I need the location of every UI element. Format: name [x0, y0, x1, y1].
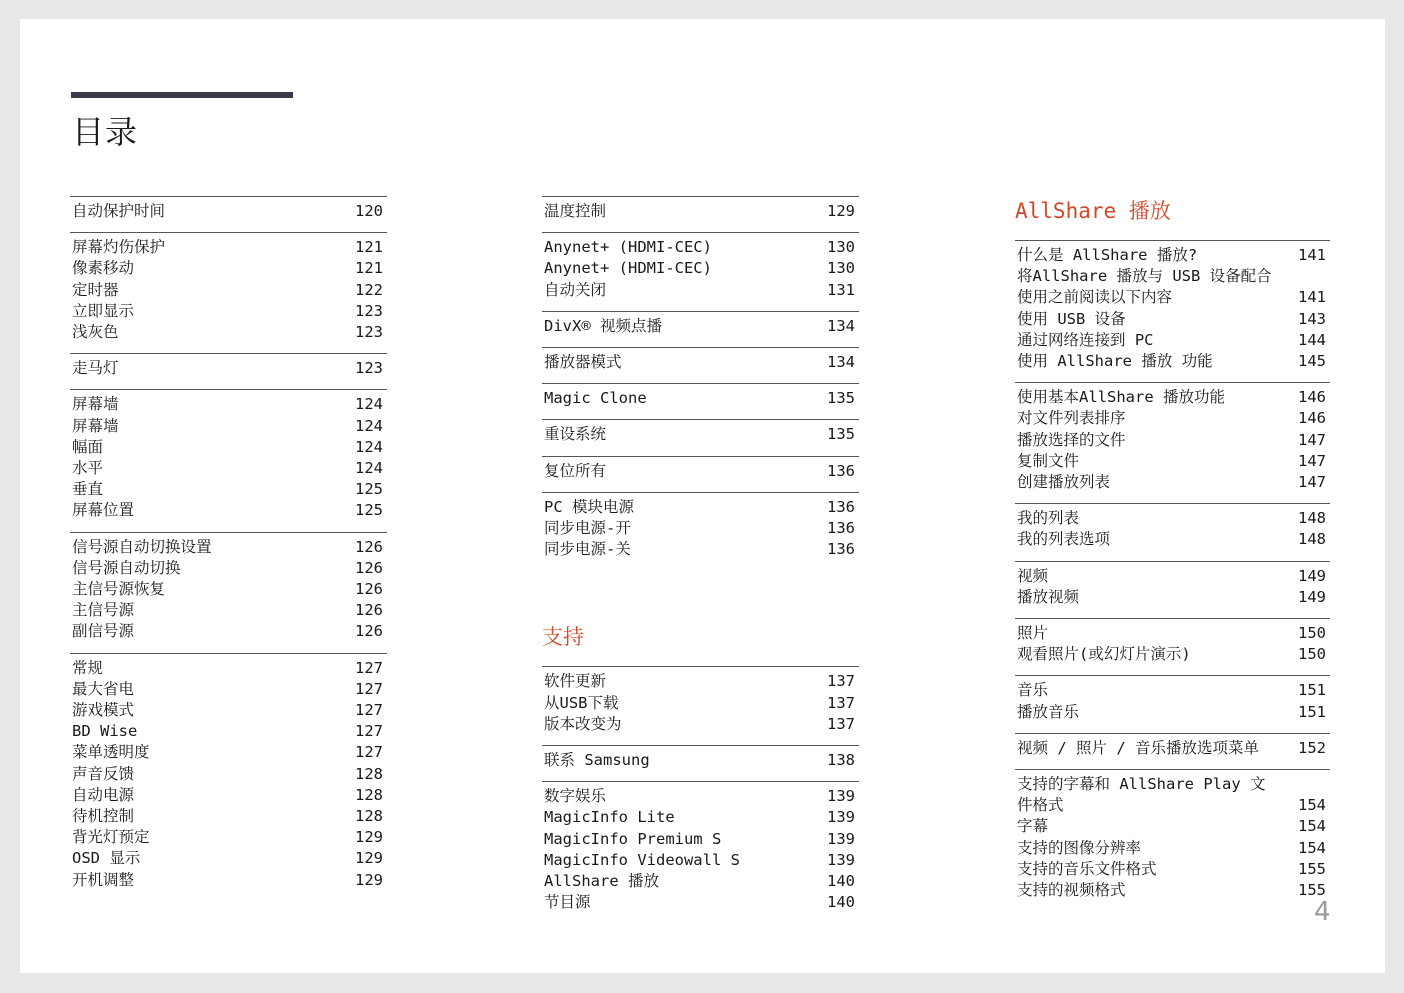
toc-entry-label: 定时器 [72, 280, 119, 299]
toc-entry-page-number: 127 [355, 743, 383, 762]
toc-entry-label: 同步电源-开 [544, 519, 631, 538]
toc-entry[interactable] [72, 437, 387, 458]
toc-entry-page-number: 135 [827, 389, 855, 408]
toc-group [70, 353, 387, 389]
toc-entry-page-number: 147 [1298, 451, 1326, 470]
toc-entry-label: MagicInfo Videowall S [544, 850, 740, 869]
toc-entry-label: 自动关闭 [544, 280, 607, 299]
toc-entry[interactable] [544, 671, 859, 692]
toc-entry[interactable] [1017, 472, 1330, 493]
toc-entry[interactable] [544, 518, 859, 539]
toc-entry-label: 屏幕位置 [72, 501, 135, 520]
toc-entry-page-number: 154 [1298, 838, 1326, 857]
toc-entry-label: 使用基本AllShare 播放功能 [1017, 388, 1225, 407]
toc-entry[interactable] [72, 600, 387, 621]
toc-entry-label: 复位所有 [544, 461, 607, 480]
toc-entry-page-number: 140 [827, 872, 855, 891]
toc-entry-page-number: 139 [827, 808, 855, 827]
toc-group [542, 383, 859, 419]
toc-entry-label: DivX® 视频点播 [544, 316, 662, 335]
toc-entry-page-number: 146 [1298, 388, 1326, 407]
toc-entry-page-number: 139 [827, 829, 855, 848]
toc-entry[interactable] [544, 201, 859, 222]
toc-entry[interactable] [1017, 387, 1330, 408]
toc-entry-label: 字幕 [1017, 817, 1049, 836]
toc-entry[interactable] [72, 679, 387, 700]
toc-entry-label: 节目源 [544, 893, 591, 912]
toc-entry-page-number: 128 [355, 807, 383, 826]
toc-group [1015, 733, 1330, 769]
toc-entry-page-number: 121 [355, 259, 383, 278]
toc-entry-page-number: 126 [355, 580, 383, 599]
toc-group [542, 347, 859, 383]
toc-entry-page-number: 130 [827, 238, 855, 257]
toc-entry-page-number: 146 [1298, 409, 1326, 428]
toc-group [1015, 769, 1330, 911]
toc-entry-label: 支持的视频格式 [1017, 881, 1126, 900]
toc-entry-label: 从USB下载 [544, 693, 619, 712]
toc-entry-label: 支持的图像分辨率 [1017, 838, 1142, 857]
toc-entry-label: 播放选择的文件 [1017, 430, 1126, 449]
toc-group [1015, 503, 1330, 560]
toc-entry[interactable] [544, 693, 859, 714]
toc-group [70, 196, 387, 232]
toc-entry[interactable] [544, 424, 859, 445]
toc-group [542, 492, 859, 571]
toc-entry-page-number: 129 [355, 849, 383, 868]
toc-entry[interactable] [544, 280, 859, 301]
toc-entry-page-number: 155 [1298, 859, 1326, 878]
toc-group [542, 456, 859, 492]
toc-entry-page-number: 149 [1298, 566, 1326, 585]
toc-entry-page-number: 131 [827, 280, 855, 299]
toc-entry-label: 温度控制 [544, 202, 607, 220]
support-groups [542, 666, 859, 923]
toc-entry-page-number: 125 [355, 501, 383, 520]
toc-entry[interactable] [72, 258, 387, 279]
toc-entry-label: 对文件列表排序 [1017, 409, 1126, 428]
toc-entry-label: 播放视频 [1017, 587, 1080, 606]
toc-entry[interactable] [1017, 245, 1330, 266]
toc-entry-label: 复制文件 [1017, 451, 1080, 470]
toc-entry-page-number: 129 [355, 870, 383, 889]
toc-entry[interactable] [544, 258, 859, 279]
toc-entry[interactable] [544, 714, 859, 735]
toc-group [542, 781, 859, 923]
toc-entry[interactable] [72, 416, 387, 437]
toc-entry[interactable] [1017, 880, 1330, 901]
toc-entry-label: Magic Clone [544, 389, 647, 408]
toc-entry-label: 走马灯 [72, 359, 119, 378]
toc-entry-label: 屏幕墙 [72, 416, 119, 435]
toc-entry-page-number: 127 [355, 701, 383, 720]
toc-entry[interactable] [544, 388, 859, 409]
toc-entry-label: 信号源自动切换设置 [72, 537, 212, 556]
toc-entry-label: Anynet+ (HDMI-CEC) [544, 259, 712, 278]
toc-entry[interactable] [72, 458, 387, 479]
toc-column-1 [70, 196, 387, 901]
toc-group [542, 232, 859, 311]
toc-entry-label: MagicInfo Premium S [544, 829, 722, 848]
toc-entry-page-number: 123 [355, 301, 383, 320]
toc-entry[interactable] [544, 352, 859, 373]
toc-entry-page-number: 154 [1298, 796, 1326, 815]
toc-entry[interactable] [72, 558, 387, 579]
toc-entry[interactable] [1017, 702, 1330, 723]
toc-entry-page-number: 136 [827, 461, 855, 480]
toc-entry-page-number: 124 [355, 437, 383, 456]
toc-entry[interactable] [544, 539, 859, 560]
toc-entry-page-number: 129 [355, 828, 383, 847]
toc-entry-label: 软件更新 [544, 672, 607, 691]
toc-entry-page-number: 126 [355, 622, 383, 641]
toc-entry-label: 自动电源 [72, 785, 135, 804]
toc-entry-page-number: 151 [1298, 681, 1326, 700]
toc-entry-page-number: 127 [355, 658, 383, 677]
title-accent-bar [71, 92, 293, 98]
toc-entry[interactable] [1017, 838, 1330, 859]
toc-entry-label: 开机调整 [72, 870, 135, 889]
toc-group [70, 653, 387, 901]
toc-entry-page-number: 145 [1298, 352, 1326, 371]
toc-entry-page-number: 151 [1298, 702, 1326, 721]
toc-entry-label: 像素移动 [72, 259, 135, 278]
toc-entry[interactable] [1017, 587, 1330, 608]
toc-entry[interactable] [72, 301, 387, 322]
toc-entry-label: 垂直 [72, 480, 104, 499]
toc-group [1015, 618, 1330, 675]
toc-entry[interactable] [1017, 508, 1330, 529]
toc-entry-label: 播放音乐 [1017, 702, 1080, 721]
toc-entry-label: 幅面 [72, 437, 104, 456]
toc-entry-label: 什么是 AllShare 播放? [1017, 246, 1198, 264]
toc-entry-page-number: 136 [827, 519, 855, 538]
toc-entry-label: PC 模块电源 [544, 497, 634, 516]
toc-entry-page-number: 141 [1298, 288, 1326, 307]
toc-group [1015, 240, 1330, 382]
toc-entry-page-number: 147 [1298, 430, 1326, 449]
document-page [20, 19, 1385, 973]
toc-entry-page-number: 126 [355, 558, 383, 577]
toc-entry-page-number: 124 [355, 416, 383, 435]
toc-entry-label: 同步电源-关 [544, 540, 631, 559]
toc-column-2-groups [542, 196, 859, 570]
toc-entry-label: 我的列表 [1017, 509, 1080, 528]
toc-entry-label: 主信号源 [72, 601, 135, 620]
toc-entry[interactable] [544, 850, 859, 871]
toc-entry-label: OSD 显示 [72, 849, 141, 868]
toc-entry[interactable] [72, 479, 387, 500]
toc-entry-label: 支持的字幕和 AllShare Play 文件格式 [1017, 775, 1266, 815]
toc-entry[interactable] [1017, 566, 1330, 587]
toc-group [1015, 675, 1330, 732]
toc-entry-page-number: 144 [1298, 330, 1326, 349]
toc-entry-label: 使用 USB 设备 [1017, 309, 1126, 328]
toc-entry-label: 立即显示 [72, 301, 135, 320]
toc-entry-page-number: 149 [1298, 587, 1326, 606]
toc-entry-page-number: 126 [355, 601, 383, 620]
toc-entry-page-number: 122 [355, 280, 383, 299]
section-heading-allshare: AllShare 播放 [1015, 199, 1171, 223]
toc-entry-page-number: 125 [355, 480, 383, 499]
toc-entry[interactable] [1017, 309, 1330, 330]
toc-entry-page-number: 128 [355, 764, 383, 783]
toc-entry[interactable] [1017, 644, 1330, 665]
toc-entry-label: 音乐 [1017, 681, 1049, 700]
toc-entry[interactable] [544, 871, 859, 892]
toc-entry[interactable] [72, 280, 387, 301]
toc-entry-page-number: 138 [827, 751, 855, 770]
toc-entry-label: 数字娱乐 [544, 787, 607, 806]
toc-entry[interactable] [72, 785, 387, 806]
toc-entry-page-number: 154 [1298, 817, 1326, 836]
page-number: 4 [1314, 897, 1331, 927]
toc-entry[interactable] [1017, 330, 1330, 351]
toc-entry-page-number: 137 [827, 714, 855, 733]
toc-entry-page-number: 137 [827, 693, 855, 712]
toc-entry[interactable] [544, 316, 859, 337]
toc-entry-page-number: 129 [827, 202, 855, 220]
toc-entry-label: 重设系统 [544, 425, 607, 444]
toc-entry[interactable] [544, 807, 859, 828]
toc-entry-label: 自动保护时间 [72, 202, 166, 220]
toc-entry[interactable] [72, 394, 387, 415]
toc-entry[interactable] [1017, 623, 1330, 644]
toc-entry-label: 信号源自动切换 [72, 558, 181, 577]
toc-entry-page-number: 136 [827, 540, 855, 559]
toc-entry-label: BD Wise [72, 722, 138, 741]
toc-entry-label: AllShare 播放 [544, 872, 659, 891]
toc-entry[interactable] [544, 237, 859, 258]
toc-entry[interactable] [544, 892, 859, 913]
toc-entry-page-number: 134 [827, 353, 855, 372]
toc-group [70, 389, 387, 531]
toc-entry-page-number: 121 [355, 238, 383, 257]
toc-entry-page-number: 139 [827, 850, 855, 869]
toc-entry-page-number: 150 [1298, 624, 1326, 643]
toc-entry-label: 照片 [1017, 624, 1049, 643]
toc-entry[interactable] [72, 358, 387, 379]
toc-column-3 [1015, 196, 1330, 911]
toc-entry-label: 视频 [1017, 566, 1049, 585]
toc-entry-page-number: 135 [827, 425, 855, 444]
toc-entry[interactable] [1017, 680, 1330, 701]
toc-entry-label: 使用 AllShare 播放 功能 [1017, 352, 1213, 371]
toc-entry[interactable] [1017, 774, 1330, 816]
toc-group [70, 532, 387, 653]
toc-entry[interactable] [1017, 451, 1330, 472]
toc-column-2 [542, 196, 859, 923]
toc-entry[interactable] [72, 721, 387, 742]
toc-entry[interactable] [544, 786, 859, 807]
toc-entry-label: 声音反馈 [72, 764, 135, 783]
toc-group [542, 311, 859, 347]
toc-entry[interactable] [1017, 408, 1330, 429]
toc-entry-label: 待机控制 [72, 807, 135, 826]
toc-entry-page-number: 128 [355, 785, 383, 804]
toc-entry-label: 屏幕灼伤保护 [72, 238, 166, 257]
toc-entry-label: 常规 [72, 658, 104, 677]
toc-entry-page-number: 136 [827, 497, 855, 516]
toc-entry-label: 将AllShare 播放与 USB 设备配合使用之前阅读以下内容 [1017, 267, 1272, 307]
toc-entry-page-number: 155 [1298, 881, 1326, 900]
toc-group [542, 196, 859, 232]
toc-entry-label: 创建播放列表 [1017, 473, 1111, 492]
toc-entry-label: MagicInfo Lite [544, 808, 675, 827]
toc-entry[interactable] [1017, 351, 1330, 372]
toc-entry-page-number: 152 [1298, 738, 1326, 757]
toc-entry[interactable] [544, 750, 859, 771]
toc-entry[interactable] [72, 806, 387, 827]
toc-entry[interactable] [1017, 738, 1330, 759]
toc-entry-page-number: 124 [355, 459, 383, 478]
toc-group [542, 666, 859, 745]
toc-entry-label: 副信号源 [72, 622, 135, 641]
toc-entry-label: 播放器模式 [544, 353, 622, 372]
toc-entry-label: 菜单透明度 [72, 743, 150, 762]
toc-entry-page-number: 134 [827, 316, 855, 335]
toc-entry-page-number: 148 [1298, 530, 1326, 549]
toc-entry-page-number: 148 [1298, 509, 1326, 528]
toc-entry[interactable] [544, 461, 859, 482]
toc-entry[interactable] [72, 237, 387, 258]
toc-entry-page-number: 140 [827, 893, 855, 912]
toc-entry-page-number: 141 [1298, 246, 1326, 264]
toc-entry-label: 主信号源恢复 [72, 580, 166, 599]
toc-entry[interactable] [72, 764, 387, 785]
toc-entry-page-number: 130 [827, 259, 855, 278]
toc-entry[interactable] [544, 497, 859, 518]
toc-group [542, 745, 859, 781]
toc-entry-page-number: 150 [1298, 645, 1326, 664]
toc-entry[interactable] [72, 621, 387, 642]
page-title: 目录 [72, 113, 139, 151]
toc-entry-label: Anynet+ (HDMI-CEC) [544, 238, 712, 257]
toc-entry-page-number: 139 [827, 787, 855, 806]
toc-entry[interactable] [72, 870, 387, 891]
toc-entry-page-number: 127 [355, 722, 383, 741]
toc-group [1015, 561, 1330, 618]
toc-entry-page-number: 123 [355, 323, 383, 342]
toc-entry[interactable] [72, 742, 387, 763]
toc-entry[interactable] [72, 848, 387, 869]
toc-entry-label: 支持的音乐文件格式 [1017, 859, 1157, 878]
allshare-groups [1015, 240, 1330, 911]
toc-entry[interactable] [1017, 266, 1330, 308]
toc-entry[interactable] [1017, 816, 1330, 837]
toc-entry[interactable] [72, 537, 387, 558]
toc-entry-page-number: 124 [355, 395, 383, 414]
toc-entry-label: 联系 Samsung [544, 751, 650, 770]
toc-group [542, 419, 859, 455]
toc-entry-page-number: 123 [355, 359, 383, 378]
toc-entry[interactable] [72, 322, 387, 343]
toc-entry-page-number: 126 [355, 537, 383, 556]
toc-entry[interactable] [72, 579, 387, 600]
toc-entry[interactable] [1017, 859, 1330, 880]
toc-entry-page-number: 147 [1298, 473, 1326, 492]
toc-group [1015, 382, 1330, 503]
toc-entry-label: 版本改变为 [544, 714, 622, 733]
toc-entry[interactable] [72, 500, 387, 521]
toc-entry-label: 最大省电 [72, 679, 135, 698]
toc-entry[interactable] [72, 827, 387, 848]
toc-entry-label: 浅灰色 [72, 323, 119, 342]
toc-entry-page-number: 137 [827, 672, 855, 691]
section-heading-support: 支持 [542, 625, 584, 650]
toc-entry-label: 屏幕墙 [72, 395, 119, 414]
toc-entry[interactable] [544, 829, 859, 850]
toc-entry-label: 我的列表选项 [1017, 530, 1111, 549]
toc-entry[interactable] [72, 658, 387, 679]
toc-entry[interactable] [1017, 430, 1330, 451]
toc-entry-page-number: 120 [355, 202, 383, 220]
toc-entry[interactable] [1017, 529, 1330, 550]
toc-entry-label: 观看照片(或幻灯片演示) [1017, 645, 1191, 664]
toc-entry-label: 视频 / 照片 / 音乐播放选项菜单 [1017, 738, 1259, 757]
toc-entry-page-number: 143 [1298, 309, 1326, 328]
toc-entry-label: 游戏模式 [72, 701, 135, 720]
toc-entry-page-number: 127 [355, 679, 383, 698]
toc-entry-label: 水平 [72, 459, 104, 478]
toc-group [70, 232, 387, 353]
toc-entry-label: 通过网络连接到 PC [1017, 330, 1154, 349]
toc-entry[interactable] [72, 700, 387, 721]
toc-entry-label: 背光灯预定 [72, 828, 150, 847]
toc-entry[interactable] [72, 201, 387, 222]
